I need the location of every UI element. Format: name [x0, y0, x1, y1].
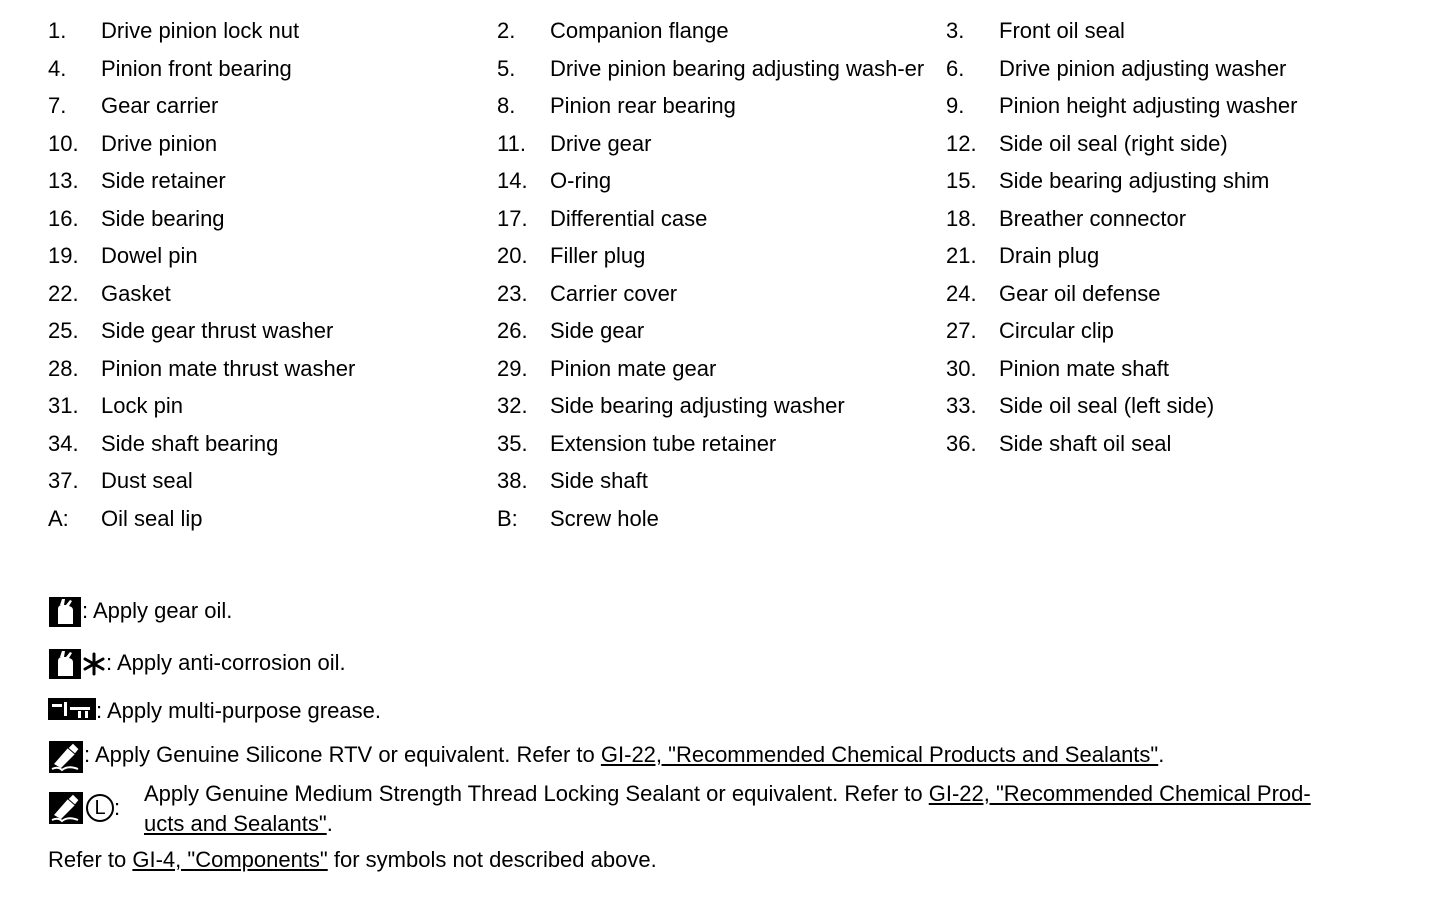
item-name: Side retainer [101, 168, 226, 193]
item-number: 15. [946, 168, 977, 193]
legend-item [497, 466, 946, 496]
item-name: O-ring [550, 168, 612, 193]
legend-item [497, 91, 946, 121]
symbol-description: : Apply gear oil. [82, 598, 233, 623]
item-name: Drive pinion lock nut [101, 18, 300, 43]
legend-row [48, 466, 1438, 496]
legend-item [946, 129, 1395, 159]
item-number: 1. [48, 18, 67, 43]
thread-text: Apply Genuine Medium Strength Thread Locking Sealant or equivalent. Refer to [144, 781, 929, 806]
legend-row [48, 129, 1438, 159]
asterisk-icon [82, 648, 106, 680]
legend-row [48, 279, 1438, 309]
symbol-description: : Apply anti-corrosion oil. [106, 650, 346, 675]
legend-item [497, 391, 946, 421]
legend-item [946, 91, 1395, 121]
legend-item [48, 16, 497, 46]
item-number: 30. [946, 355, 977, 381]
grease-gun-icon [48, 696, 96, 722]
legend-row [48, 429, 1438, 459]
item-number: 22. [48, 280, 79, 306]
legend-item [946, 204, 1395, 234]
legend-item [497, 16, 946, 46]
item-number: 35. [497, 430, 528, 456]
item-name: Pinion mate thrust washer [101, 355, 356, 381]
legend-item [48, 279, 497, 309]
symbol-description: : Apply multi-purpose grease. [96, 698, 381, 723]
gi-22-link-continued[interactable]: ucts and Sealants" [144, 811, 327, 836]
item-name: Dust seal [101, 468, 193, 493]
legend-item [497, 204, 946, 234]
legend-item [48, 241, 497, 271]
item-number: 20. [497, 243, 528, 268]
item-name: Pinion front bearing [101, 55, 292, 81]
gi-22-link[interactable]: GI-22, "Recommended Chemical Prod- [928, 781, 1311, 806]
sealant-tube-icon [48, 791, 84, 825]
legend-item [497, 166, 946, 196]
item-number: 16. [48, 205, 79, 231]
legend-item [48, 54, 497, 84]
legend-item [946, 354, 1395, 384]
locking-circle-icon: L [86, 794, 114, 822]
legend-item [946, 54, 1395, 84]
oil-can-icon [48, 596, 82, 628]
legend-item [946, 16, 1395, 46]
legend-item [946, 166, 1395, 196]
item-name: Differential case [550, 205, 708, 231]
legend-item [946, 316, 1395, 346]
footer-suffix: for symbols not described above. [327, 847, 657, 872]
item-number: 17. [497, 205, 528, 231]
item-name: Side shaft oil seal [999, 430, 1172, 456]
item-name: Side shaft [550, 468, 648, 493]
symbol-anti-corrosion-oil [48, 648, 346, 680]
symbol-colon: : [114, 795, 121, 820]
item-name: Side bearing adjusting washer [550, 393, 845, 418]
item-name: Drive pinion [101, 130, 218, 156]
legend-row [48, 166, 1438, 196]
legend-item [497, 316, 946, 346]
item-number: 25. [48, 318, 79, 343]
item-name: Pinion mate shaft [999, 355, 1169, 381]
item-number: 23. [497, 280, 528, 306]
legend-item [946, 241, 1395, 271]
item-number: 33. [946, 393, 977, 418]
legend-item [48, 504, 497, 534]
symbol-description [84, 740, 1164, 770]
thread-suffix: . [326, 811, 333, 836]
rtv-text: : Apply Genuine Silicone RTV or equivalent. Refer to [84, 742, 601, 767]
legend-row [48, 316, 1438, 346]
item-number: 2. [497, 18, 516, 43]
legend-row [48, 504, 1438, 534]
item-number: 26. [497, 318, 528, 343]
item-number: 9. [946, 93, 965, 118]
item-number: 7. [48, 93, 67, 118]
item-name: Lock pin [101, 393, 183, 418]
item-number: 6. [946, 55, 965, 81]
legend-item [48, 391, 497, 421]
item-number: B: [497, 505, 518, 531]
legend-item [48, 316, 497, 346]
item-number: A: [48, 505, 69, 531]
item-name: Gasket [101, 280, 171, 306]
legend-item [48, 166, 497, 196]
legend-item [497, 241, 946, 271]
legend-item [497, 129, 946, 159]
footer-note [48, 845, 657, 875]
legend-item [497, 429, 946, 459]
item-name: Dowel pin [101, 243, 198, 268]
symbol-gear-oil [48, 596, 232, 628]
item-number: 29. [497, 355, 528, 381]
item-name: Filler plug [550, 243, 646, 268]
item-name: Pinion mate gear [550, 355, 717, 381]
item-number: 4. [48, 55, 67, 81]
item-number: 32. [497, 393, 528, 418]
footer-text [48, 845, 657, 875]
item-name: Gear carrier [101, 93, 219, 118]
item-name: Pinion height adjusting washer [999, 93, 1298, 118]
item-number: 36. [946, 430, 977, 456]
item-name: Side shaft bearing [101, 430, 279, 456]
gi-22-link[interactable]: GI-22, "Recommended Chemical Products and Sealants" [600, 742, 1159, 767]
item-number: 14. [497, 168, 528, 193]
symbol-thread-locking-sealant [48, 779, 1408, 839]
item-name: Circular clip [999, 318, 1114, 343]
item-name: Drive pinion bearing adjusting wash-er [550, 55, 925, 81]
item-number: 27. [946, 318, 977, 343]
legend-item [946, 279, 1395, 309]
sealant-tube-icon [48, 740, 84, 774]
item-number: 37. [48, 468, 79, 493]
legend-row [48, 16, 1438, 46]
legend-item [497, 54, 946, 84]
item-number: 28. [48, 355, 79, 381]
item-name: Front oil seal [999, 18, 1125, 43]
item-number: 19. [48, 243, 79, 268]
symbol-multi-purpose-grease [48, 696, 381, 726]
item-name: Side bearing [101, 205, 225, 231]
thread-locking-icon-group [48, 779, 144, 825]
legend-item [48, 429, 497, 459]
oil-can-icon [48, 648, 82, 680]
item-name: Side oil seal (left side) [999, 393, 1215, 418]
symbol-silicone-rtv [48, 740, 1164, 774]
legend-item [946, 391, 1395, 421]
item-name: Drain plug [999, 243, 1100, 268]
legend-item [946, 429, 1395, 459]
item-number: 13. [48, 168, 79, 193]
item-name: Breather connector [999, 205, 1187, 231]
legend-item [497, 504, 946, 534]
legend-row [48, 91, 1438, 121]
gi-4-components-link[interactable]: GI-4, "Components" [132, 847, 328, 872]
legend-row [48, 241, 1438, 271]
legend-item [497, 354, 946, 384]
symbol-description [144, 779, 1394, 839]
legend-row [48, 354, 1438, 384]
item-name: Drive pinion adjusting washer [999, 55, 1287, 81]
item-number: 38. [497, 468, 528, 493]
item-number: 3. [946, 18, 965, 43]
item-name: Companion flange [550, 18, 729, 43]
legend-row [48, 391, 1438, 421]
item-number: 24. [946, 280, 977, 306]
legend-item [48, 91, 497, 121]
legend-item [48, 129, 497, 159]
legend-item [48, 466, 497, 496]
item-number: 18. [946, 205, 977, 231]
item-number: 8. [497, 93, 516, 118]
legend-row [48, 54, 1438, 84]
item-number: 34. [48, 430, 79, 456]
item-name: Pinion rear bearing [550, 93, 736, 118]
item-name: Gear oil defense [999, 280, 1161, 306]
item-number: 10. [48, 130, 79, 156]
legend-item [48, 204, 497, 234]
rtv-suffix: . [1158, 742, 1165, 767]
item-name: Side gear [550, 318, 645, 343]
item-name: Side gear thrust washer [101, 318, 334, 343]
item-name: Extension tube retainer [550, 430, 777, 456]
item-number: 31. [48, 393, 79, 418]
item-name: Oil seal lip [101, 505, 203, 531]
item-name: Screw hole [550, 505, 659, 531]
item-name: Side bearing adjusting shim [999, 168, 1270, 193]
item-name: Drive gear [550, 130, 652, 156]
item-name: Carrier cover [550, 280, 678, 306]
legend-item [497, 279, 946, 309]
parts-legend [48, 16, 1438, 541]
legend-item [48, 354, 497, 384]
footer-prefix: Refer to [48, 847, 133, 872]
item-number: 12. [946, 130, 977, 156]
item-number: 21. [946, 243, 977, 268]
item-name: Side oil seal (right side) [999, 130, 1228, 156]
item-number: 11. [497, 130, 526, 156]
item-number: 5. [497, 55, 516, 81]
legend-row [48, 204, 1438, 234]
